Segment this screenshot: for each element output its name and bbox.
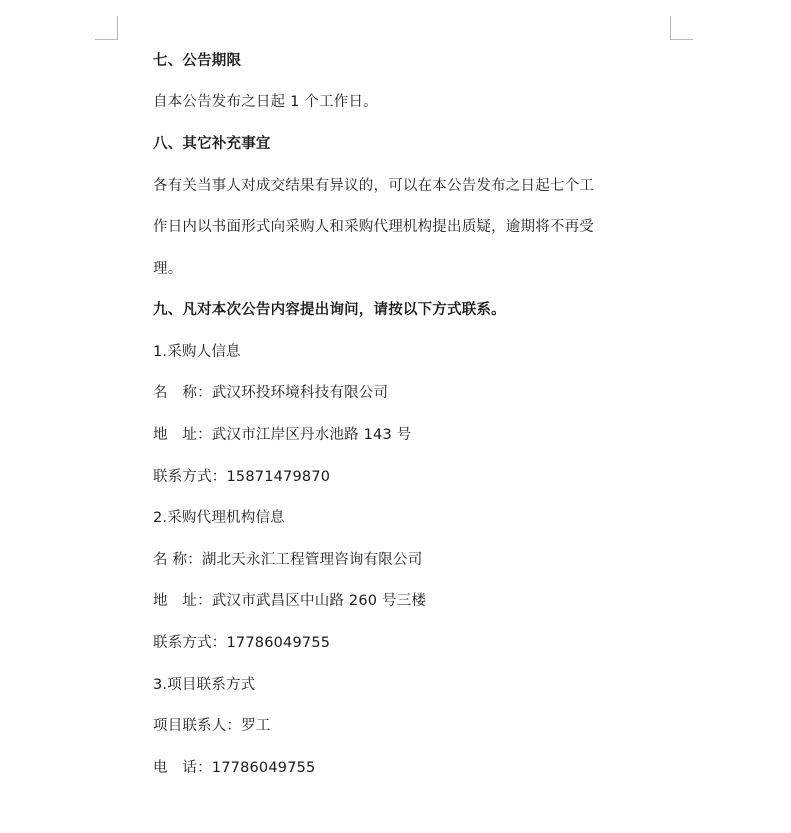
agency-title: 2.采购代理机构信息 <box>153 510 285 526</box>
section7-heading: 七、公告期限 <box>153 53 242 69</box>
purchaser-title: 1.采购人信息 <box>153 344 241 360</box>
agency-name: 名 称：湖北天永汇工程管理咨询有限公司 <box>153 552 423 568</box>
section9-heading: 九、凡对本次公告内容提出询问，请按以下方式联系。 <box>153 302 506 318</box>
section8-body-line1: 各有关当事人对成交结果有异议的，可以在本公告发布之日起七个工 <box>153 178 594 194</box>
agency-contact: 联系方式：17786049755 <box>153 635 331 651</box>
section8-body-line2: 作日内以书面形式向采购人和采购代理机构提出质疑，逾期将不再受 <box>153 219 594 235</box>
project-contact-person: 项目联系人：罗工 <box>153 718 271 734</box>
section8-body-line3: 理。 <box>153 261 183 277</box>
agency-address: 地 址：武汉市武昌区中山路 260 号三楼 <box>153 593 427 609</box>
section7-body: 自本公告发布之日起 1 个工作日。 <box>153 94 378 110</box>
section8-heading: 八、其它补充事宜 <box>153 136 271 152</box>
purchaser-contact: 联系方式：15871479870 <box>153 469 331 485</box>
purchaser-name: 名 称：武汉环投环境科技有限公司 <box>153 385 389 401</box>
page-corner-mark-top-right <box>670 16 693 40</box>
purchaser-address: 地 址：武汉市江岸区丹水池路 143 号 <box>153 427 412 443</box>
project-contact-phone: 电 话：17786049755 <box>153 760 316 776</box>
page-corner-mark-top-left <box>95 16 118 40</box>
project-contact-title: 3.项目联系方式 <box>153 677 256 693</box>
